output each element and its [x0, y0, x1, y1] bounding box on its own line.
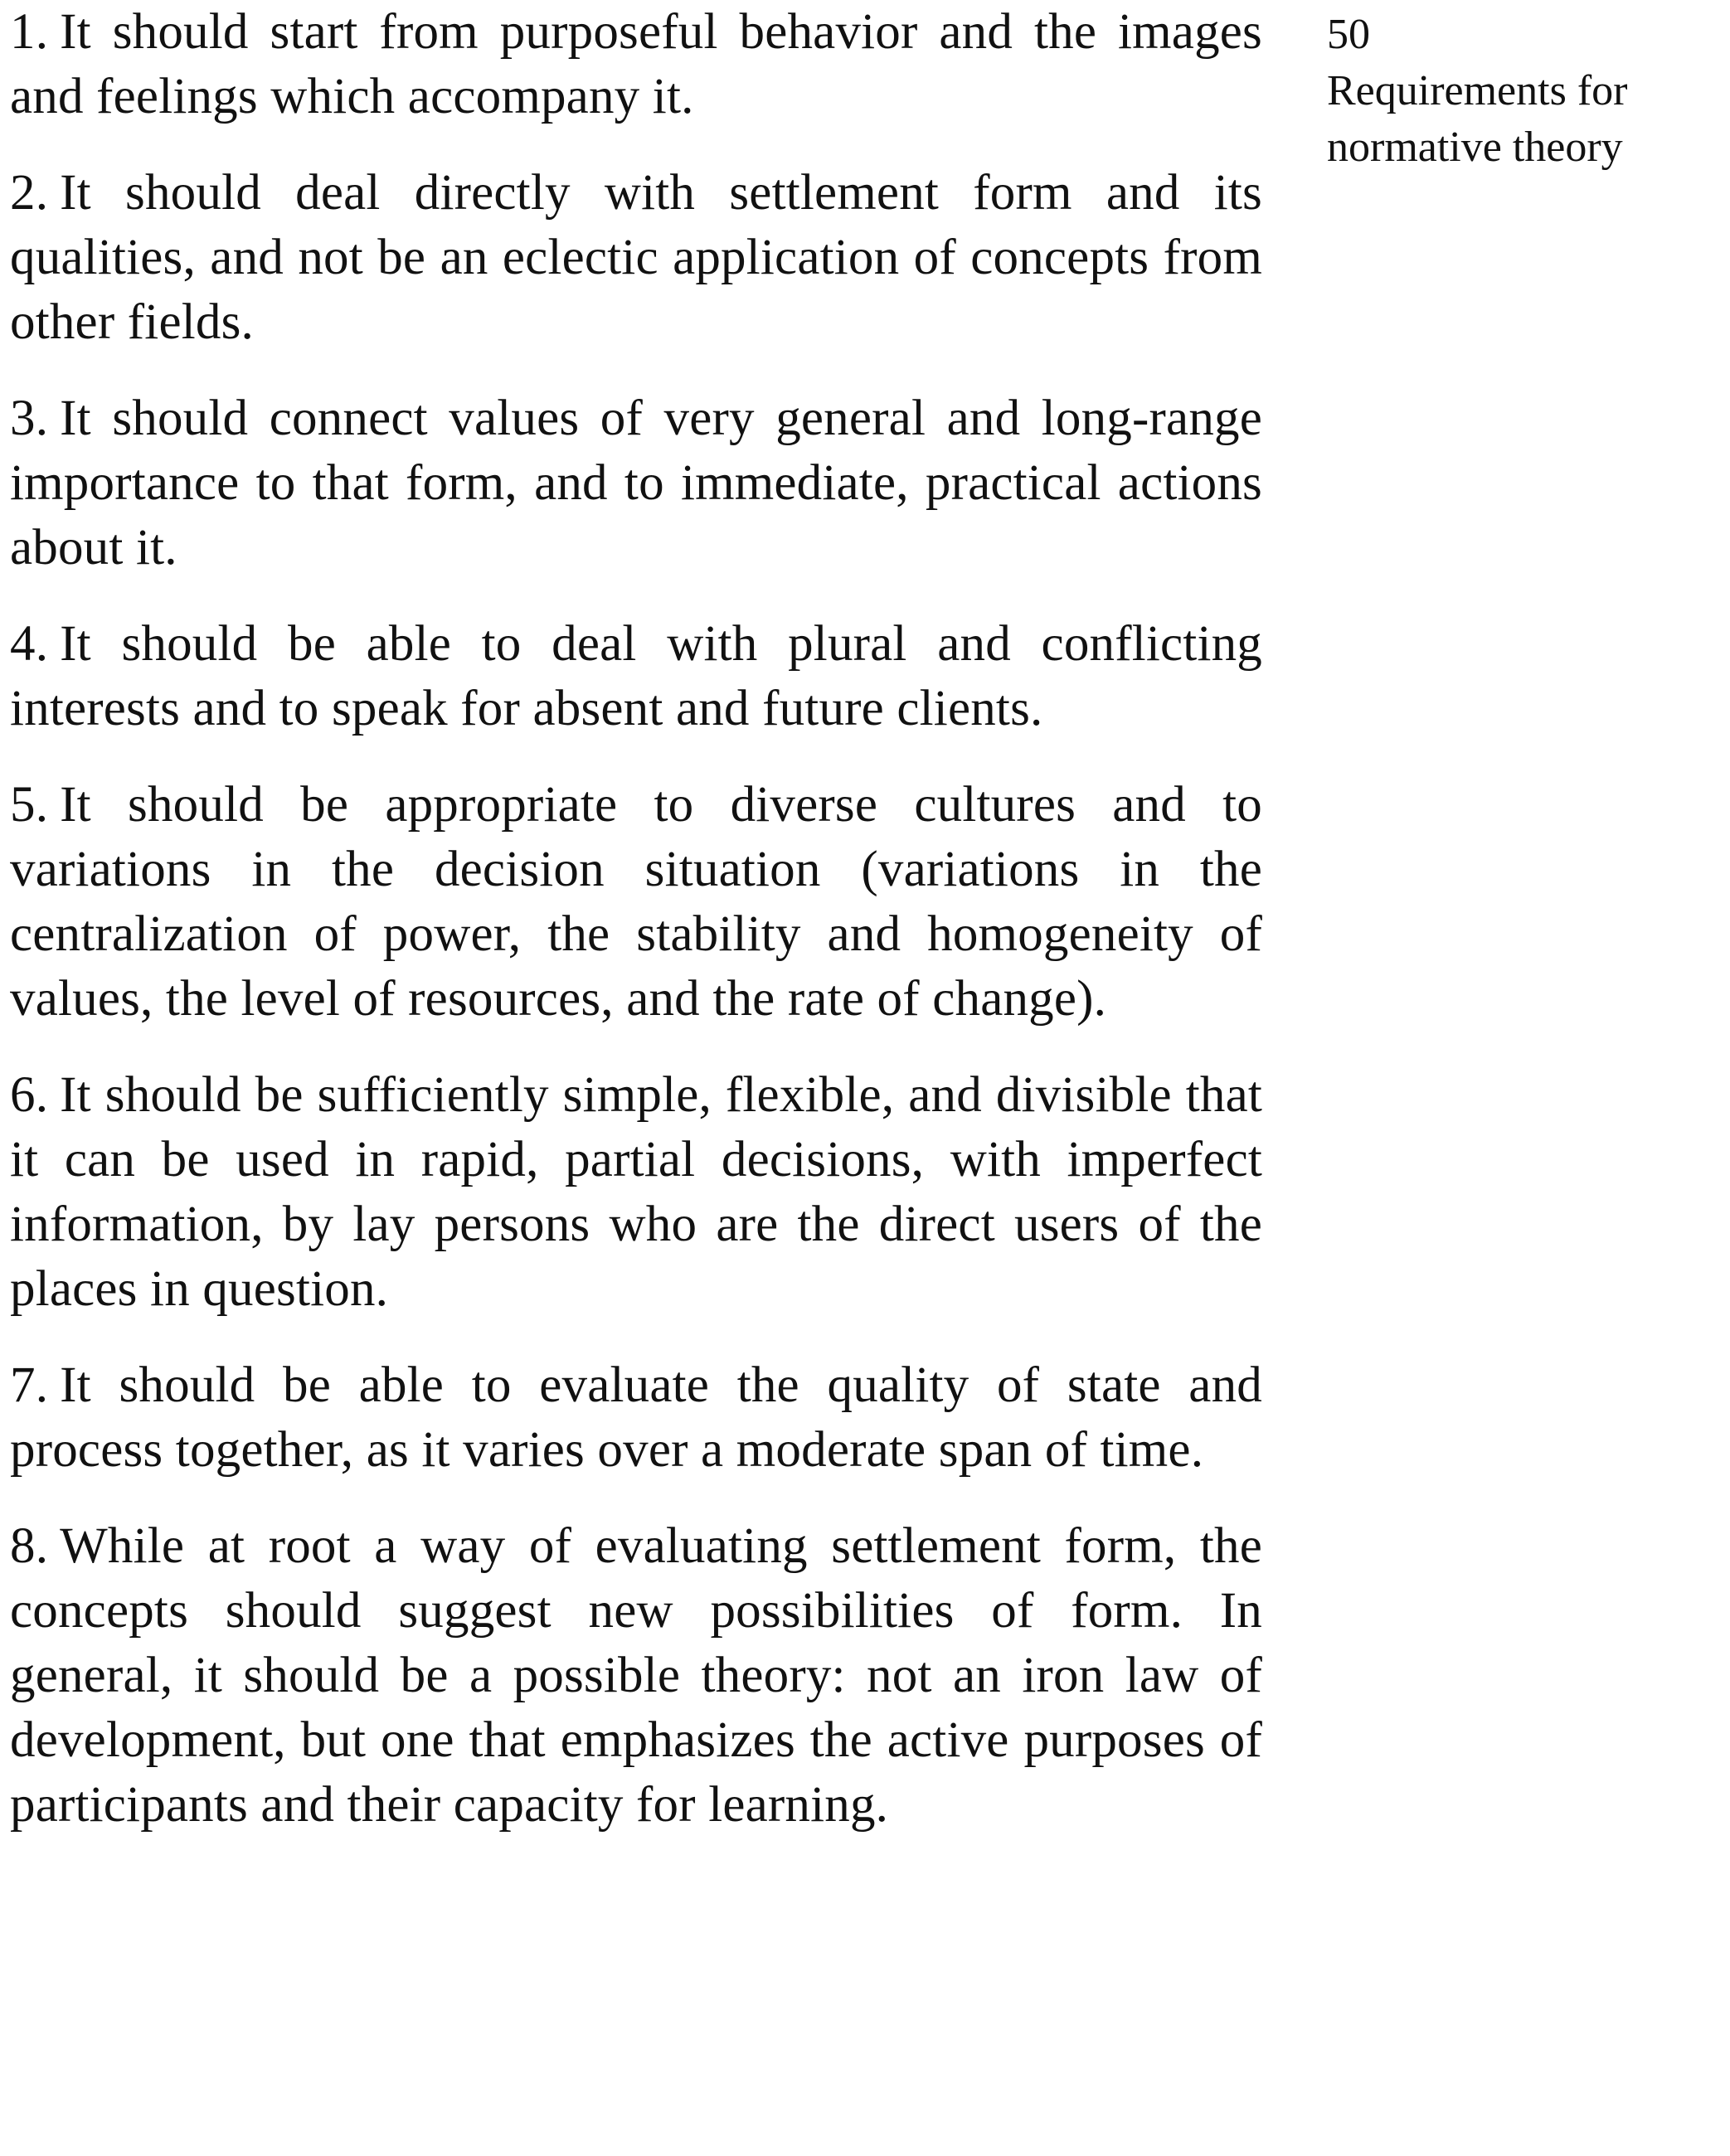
requirement-text: It should be appropriate to diverse cultures and to variations in the decision situation (variations in the centralization of power, the stability and homogeneity of values, the level of resources, and the rate of change).	[10, 777, 1262, 1027]
requirement-number: 6.	[10, 1067, 49, 1123]
requirement-text: It should connect values of very general and long-range importance to that form, and to immediate, practical actions about it.	[10, 391, 1262, 575]
requirement-item-6	[10, 1063, 1262, 1322]
requirement-item-1	[10, 0, 1262, 129]
requirement-text: While at root a way of evaluating settlement form, the concepts should suggest new possibilities of form. In general, it should be a possible theory: not an iron law of development, but one that emphasizes the active purposes of participants and their capacity for learning.	[10, 1518, 1262, 1833]
requirement-item-3	[10, 386, 1262, 580]
requirement-number: 2.	[10, 165, 49, 221]
requirements-list	[10, 0, 1262, 1869]
requirement-number: 4.	[10, 616, 49, 672]
requirement-number: 5.	[10, 777, 49, 833]
margin-heading-line-1: Requirements for	[1327, 67, 1628, 114]
page-number: 50	[1327, 11, 1370, 58]
margin-heading-line-2: normative theory	[1327, 124, 1623, 171]
requirement-item-7	[10, 1353, 1262, 1483]
requirement-number: 3.	[10, 391, 49, 446]
requirement-text: It should be able to deal with plural and conflicting interests and to speak for absent and future clients.	[10, 616, 1262, 736]
requirement-item-5	[10, 773, 1262, 1032]
requirement-text: It should start from purposeful behavior and the images and feelings which accompany it.	[10, 4, 1262, 124]
requirement-text: It should be able to evaluate the quality of state and process together, as it varies over a moderate span of time.	[10, 1357, 1262, 1478]
requirement-text: It should be sufficiently simple, flexible, and divisible that it can be used in rapid, partial decisions, with imperfect information, by lay persons who are the direct users of the places in question.	[10, 1067, 1262, 1317]
requirement-number: 1.	[10, 4, 49, 60]
requirement-number: 8.	[10, 1518, 49, 1574]
requirement-item-4	[10, 612, 1262, 741]
requirement-item-2	[10, 161, 1262, 355]
requirement-text: It should deal directly with settlement form and its qualities, and not be an eclectic application of concepts from other fields.	[10, 165, 1262, 350]
margin-heading	[1327, 7, 1725, 176]
requirement-item-8	[10, 1514, 1262, 1838]
requirement-number: 7.	[10, 1357, 49, 1413]
